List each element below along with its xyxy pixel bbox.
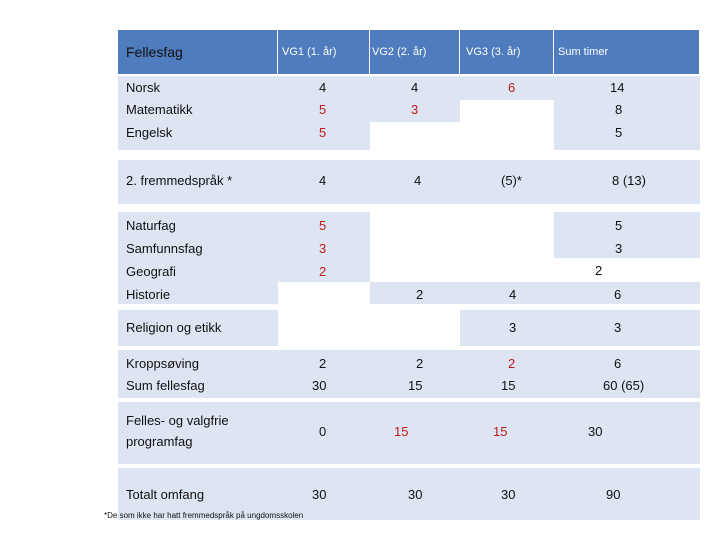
empty-cell-vg1vg2-religion (278, 310, 460, 346)
empty-cell-vg2-eng (370, 122, 460, 150)
cell-fremmedsprak-vg3: (5)* (501, 173, 522, 188)
cell-norsk-sum: 14 (610, 80, 625, 95)
cell-sum-fellesfag-vg2: 15 (408, 378, 423, 393)
cell-felles-vg2: 15 (394, 424, 409, 439)
row-label-felles-line2: programfag (126, 434, 193, 449)
cell-fremmedsprak-vg2: 4 (414, 173, 422, 188)
cell-felles-vg1: 0 (319, 424, 327, 439)
cell-religion-vg3: 3 (509, 320, 517, 335)
cell-engelsk-vg1: 5 (319, 125, 327, 140)
empty-cell-vg3-mat-eng (460, 100, 554, 150)
header-vg1: VG1 (1. år) (282, 46, 337, 58)
cell-historie-sum: 6 (614, 287, 622, 302)
row-band-felles (118, 402, 700, 464)
empty-cell-vg2-natur (370, 212, 460, 282)
cell-matematikk-vg2: 3 (411, 102, 419, 117)
row-label-felles-line1: Felles- og valgfrie (126, 413, 229, 428)
cell-sum-fellesfag-vg3: 15 (501, 378, 516, 393)
row-label-kroppsoving: Kroppsøving (126, 356, 199, 371)
cell-kroppsoving-vg1: 2 (319, 356, 327, 371)
cell-matematikk-vg1: 5 (319, 102, 327, 117)
cell-samfunnsfag-vg1: 3 (319, 241, 327, 256)
row-label-geografi: Geografi (126, 264, 176, 279)
header-sum: Sum timer (558, 46, 609, 58)
row-label-totalt: Totalt omfang (126, 487, 205, 502)
cell-sum-fellesfag-vg1: 30 (312, 378, 327, 393)
cell-felles-sum: 30 (588, 424, 603, 439)
cell-naturfag-sum: 5 (615, 218, 623, 233)
row-label-naturfag: Naturfag (126, 218, 176, 233)
cell-fremmedsprak-sum: 8 (13) (612, 173, 646, 188)
header-vg2: VG2 (2. år) (372, 46, 427, 58)
cell-totalt-sum: 90 (606, 487, 621, 502)
empty-cell-sum-geografi (554, 258, 700, 282)
cell-sum-fellesfag-sum: 60 (65) (603, 378, 645, 393)
cell-geografi-sum: 2 (595, 263, 603, 278)
cell-norsk-vg3: 6 (508, 80, 516, 95)
cell-norsk-vg2: 4 (411, 80, 419, 95)
header-vg3: VG3 (3. år) (466, 46, 521, 58)
row-label-samfunnsfag: Samfunnsfag (126, 241, 203, 256)
cell-fremmedsprak-vg1: 4 (319, 173, 327, 188)
row-label-sum-fellesfag: Sum fellesfag (126, 378, 205, 393)
empty-cell-vg1-historie (278, 282, 370, 304)
cell-kroppsoving-vg2: 2 (416, 356, 424, 371)
cell-totalt-vg1: 30 (312, 487, 327, 502)
row-label-historie: Historie (126, 287, 171, 302)
cell-geografi-vg1: 2 (319, 264, 327, 279)
row-label-fremmedsprak: 2. fremmedspråk * (126, 173, 233, 188)
cell-religion-sum: 3 (614, 320, 622, 335)
cell-felles-vg3: 15 (493, 424, 508, 439)
cell-historie-vg3: 4 (509, 287, 517, 302)
header-subject: Fellesfag (126, 44, 183, 60)
cell-historie-vg2: 2 (416, 287, 424, 302)
row-label-norsk: Norsk (126, 80, 160, 95)
row-label-matematikk: Matematikk (126, 102, 193, 117)
cell-samfunnsfag-sum: 3 (615, 241, 623, 256)
cell-naturfag-vg1: 5 (319, 218, 327, 233)
row-label-religion: Religion og etikk (126, 320, 222, 335)
footnote: *De som ikke har hatt fremmedspråk på ungdomsskolen (104, 511, 304, 520)
cell-totalt-vg3: 30 (501, 487, 516, 502)
cell-totalt-vg2: 30 (408, 487, 423, 502)
cell-norsk-vg1: 4 (319, 80, 327, 95)
empty-cell-vg3-natur (460, 212, 554, 282)
cell-matematikk-sum: 8 (615, 102, 623, 117)
cell-kroppsoving-vg3: 2 (508, 356, 516, 371)
cell-engelsk-sum: 5 (615, 125, 623, 140)
cell-kroppsoving-sum: 6 (614, 356, 622, 371)
row-label-engelsk: Engelsk (126, 125, 173, 140)
